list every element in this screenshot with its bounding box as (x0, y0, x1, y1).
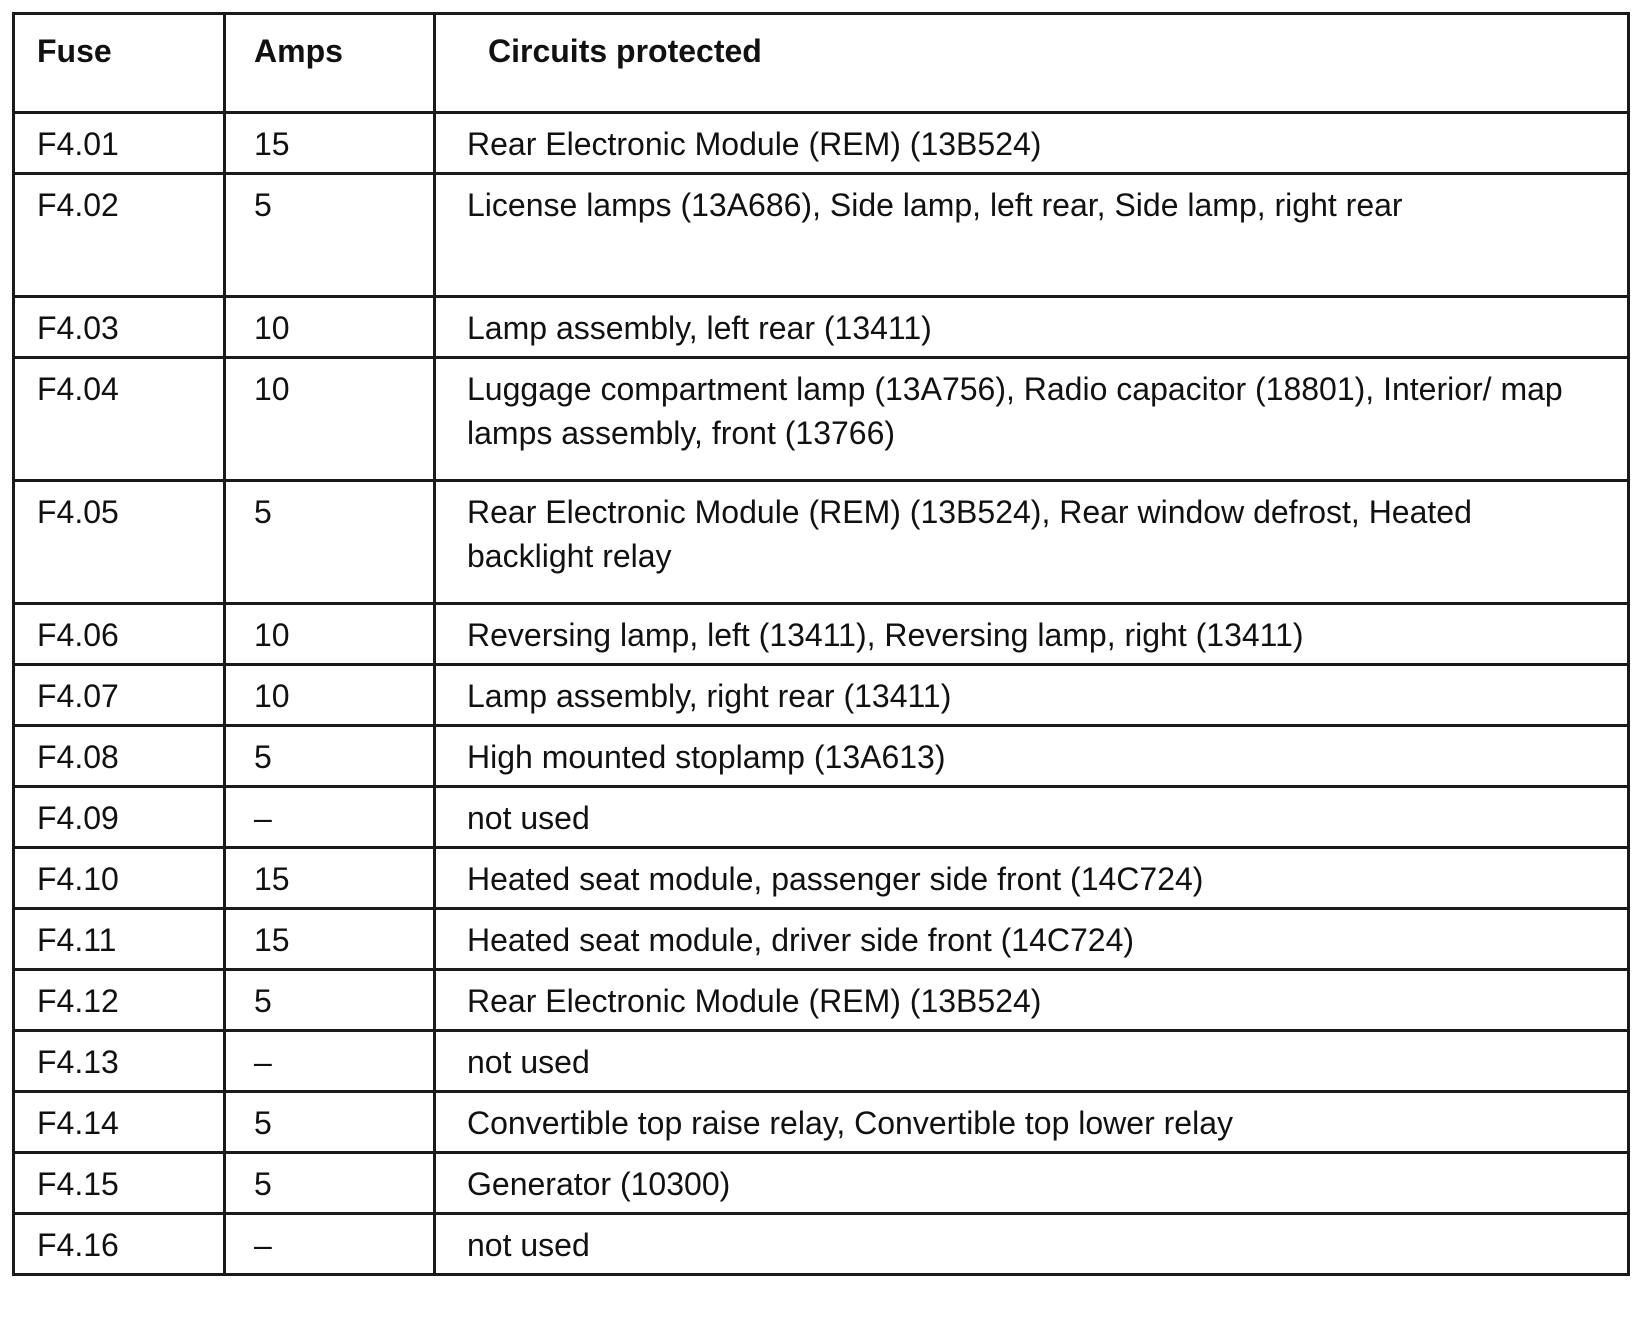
table-row (14, 1214, 1629, 1275)
circuits-cell: High mounted stoplamp (13A613) (435, 726, 1629, 787)
fuse-cell: F4.03 (14, 297, 225, 358)
amps-cell: 15 (225, 848, 435, 909)
fuse-cell: F4.02 (14, 174, 225, 297)
fuse-table (12, 12, 1630, 1276)
fuse-cell: F4.10 (14, 848, 225, 909)
table-row (14, 358, 1629, 481)
header-circuits: Circuits protected (435, 14, 1629, 113)
amps-cell: 5 (225, 481, 435, 604)
circuits-cell: Heated seat module, driver side front (14C724) (435, 909, 1629, 970)
fuse-cell: F4.13 (14, 1031, 225, 1092)
circuits-cell: not used (435, 787, 1629, 848)
fuse-cell: F4.15 (14, 1153, 225, 1214)
circuits-cell: Reversing lamp, left (13411), Reversing lamp, right (13411) (435, 604, 1629, 665)
table-row (14, 665, 1629, 726)
fuse-cell: F4.06 (14, 604, 225, 665)
amps-cell: 10 (225, 358, 435, 481)
table-row (14, 909, 1629, 970)
fuse-cell: F4.16 (14, 1214, 225, 1275)
fuse-cell: F4.05 (14, 481, 225, 604)
table-header (14, 14, 1629, 113)
amps-cell: 5 (225, 970, 435, 1031)
circuits-cell: not used (435, 1031, 1629, 1092)
table-row (14, 174, 1629, 297)
amps-cell: 15 (225, 113, 435, 174)
amps-cell: – (225, 1214, 435, 1275)
amps-cell: 5 (225, 1153, 435, 1214)
table-row (14, 1031, 1629, 1092)
circuits-cell: Rear Electronic Module (REM) (13B524) (435, 970, 1629, 1031)
table-body (14, 113, 1629, 1275)
header-fuse: Fuse (14, 14, 225, 113)
amps-cell: – (225, 1031, 435, 1092)
amps-cell: 5 (225, 726, 435, 787)
fuse-cell: F4.12 (14, 970, 225, 1031)
circuits-cell: Heated seat module, passenger side front (14C724) (435, 848, 1629, 909)
table-row (14, 297, 1629, 358)
fuse-cell: F4.14 (14, 1092, 225, 1153)
table-row (14, 604, 1629, 665)
circuits-cell: Generator (10300) (435, 1153, 1629, 1214)
table-row (14, 113, 1629, 174)
table-row (14, 970, 1629, 1031)
circuits-cell: Luggage compartment lamp (13A756), Radio capacitor (18801), Interior/ map lamps assembly, front (13766) (435, 358, 1629, 481)
table-row (14, 481, 1629, 604)
circuits-cell: Convertible top raise relay, Convertible top lower relay (435, 1092, 1629, 1153)
circuits-cell: Rear Electronic Module (REM) (13B524), Rear window defrost, Heated backlight relay (435, 481, 1629, 604)
table-row (14, 848, 1629, 909)
amps-cell: 5 (225, 1092, 435, 1153)
table-row (14, 726, 1629, 787)
circuits-cell: Lamp assembly, left rear (13411) (435, 297, 1629, 358)
circuits-cell: License lamps (13A686), Side lamp, left rear, Side lamp, right rear (435, 174, 1629, 297)
amps-cell: 10 (225, 665, 435, 726)
table-row (14, 1092, 1629, 1153)
header-amps: Amps (225, 14, 435, 113)
table-row (14, 787, 1629, 848)
circuits-cell: Lamp assembly, right rear (13411) (435, 665, 1629, 726)
fuse-cell: F4.11 (14, 909, 225, 970)
amps-cell: 15 (225, 909, 435, 970)
amps-cell: 10 (225, 604, 435, 665)
amps-cell: 10 (225, 297, 435, 358)
fuse-cell: F4.08 (14, 726, 225, 787)
amps-cell: 5 (225, 174, 435, 297)
circuits-cell: Rear Electronic Module (REM) (13B524) (435, 113, 1629, 174)
header-row (14, 14, 1629, 113)
circuits-cell: not used (435, 1214, 1629, 1275)
fuse-cell: F4.04 (14, 358, 225, 481)
fuse-cell: F4.09 (14, 787, 225, 848)
amps-cell: – (225, 787, 435, 848)
fuse-cell: F4.07 (14, 665, 225, 726)
table-row (14, 1153, 1629, 1214)
fuse-cell: F4.01 (14, 113, 225, 174)
